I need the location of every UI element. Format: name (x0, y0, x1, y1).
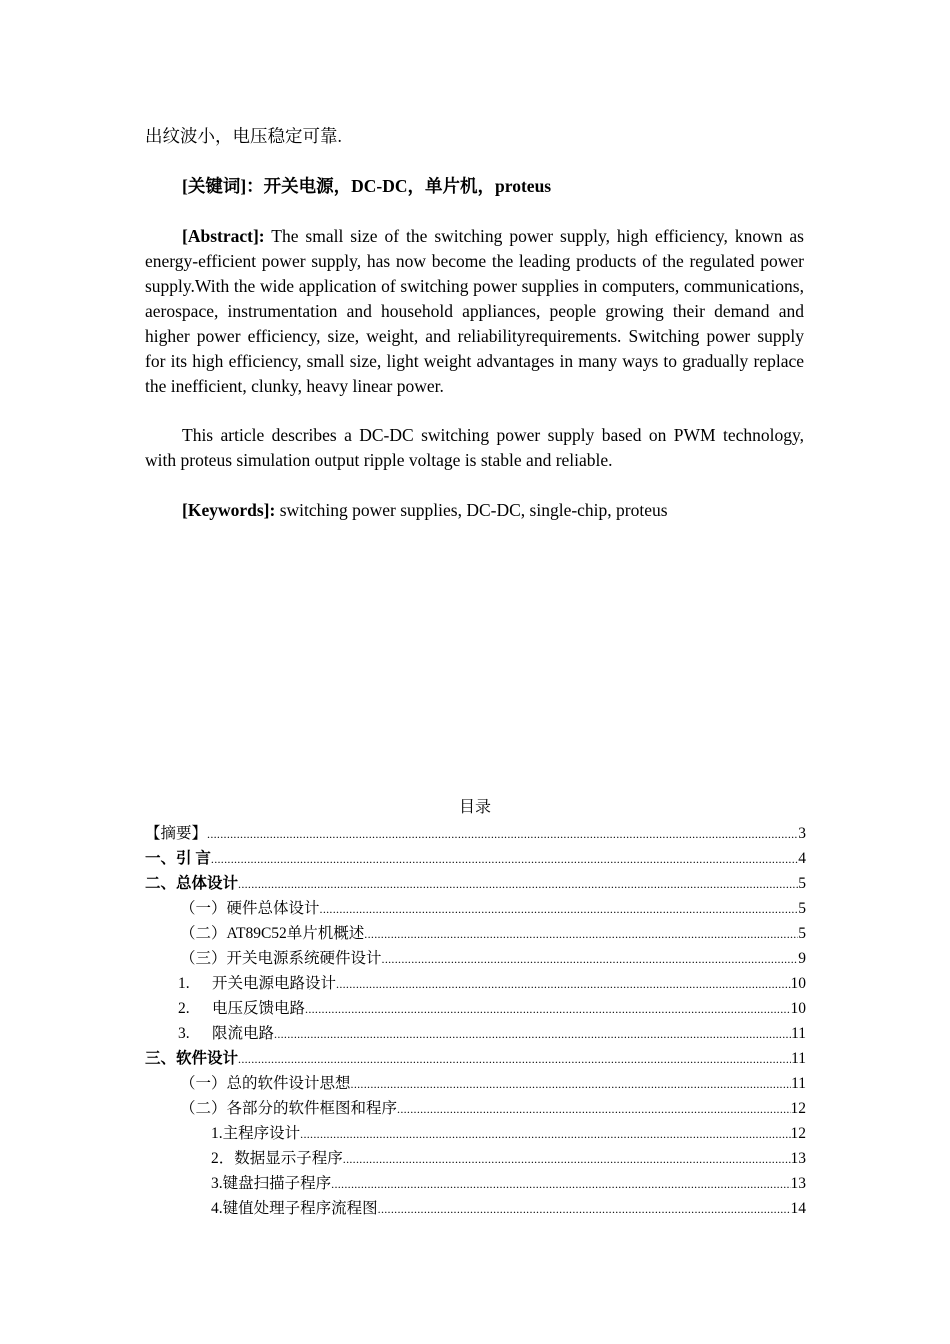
toc-title: 目录 (458, 799, 491, 816)
toc-leader-dots (238, 1047, 791, 1072)
toc-entry-label: 一、引 言 (145, 850, 211, 867)
keywords-cn (145, 174, 804, 199)
toc-entry[interactable] (145, 996, 806, 1021)
keywords-cn-text: 开关电源，DC-DC，单片机，proteus (263, 176, 552, 196)
toc-leader-dots (364, 922, 798, 947)
toc-entry[interactable] (145, 1146, 806, 1171)
keywords-en (145, 498, 804, 523)
toc-leader-dots (238, 872, 798, 897)
toc-entry[interactable] (145, 946, 806, 971)
toc-entry[interactable] (145, 971, 806, 996)
abstract-cn-tail: 出纹波小，电压稳定可靠. (145, 126, 342, 146)
toc-entry-page: 13 (790, 1175, 806, 1192)
toc-entry-page: 5 (798, 925, 806, 942)
toc-entry[interactable] (145, 1171, 806, 1196)
keywords-cn-label: [关键词]： (182, 176, 264, 196)
toc-entry-page: 13 (790, 1150, 806, 1167)
abstract-en-label: [Abstract]: (182, 226, 265, 246)
toc-entry-label: 2．数据显示子程序 (211, 1150, 343, 1167)
toc-entry-label: （三）开关电源系统硬件设计 (180, 950, 382, 967)
toc-entry-label: 限流电路 (212, 1025, 275, 1042)
toc-entry[interactable] (145, 1096, 806, 1121)
toc-entry-page: 11 (791, 1075, 806, 1092)
toc-entry-label: （二）AT89C52单片机概述 (180, 925, 365, 942)
toc-entry-page: 12 (790, 1125, 806, 1142)
toc-entry-number: 3. (178, 1025, 190, 1042)
toc-leader-dots (397, 1097, 790, 1122)
toc-leader-dots (305, 997, 790, 1022)
toc-entry[interactable] (145, 846, 806, 871)
toc-entry-page: 4 (798, 850, 806, 867)
toc-entry[interactable] (145, 896, 806, 921)
toc-leader-dots (211, 847, 798, 872)
toc-entry-label: 开关电源电路设计 (212, 975, 337, 992)
toc-entry[interactable] (145, 1121, 806, 1146)
toc-entry-label: 【摘要】 (145, 825, 208, 842)
toc-entry-label: 电压反馈电路 (212, 1000, 306, 1017)
toc-leader-dots (336, 972, 790, 997)
toc-entry[interactable] (145, 1196, 806, 1221)
abstract-en-paragraph-2: This article describes a DC-DC switching power supply based on PWM technology, with proteus simulation output ripple voltage is stable and reliable. (145, 425, 804, 470)
toc-leader-dots (351, 1072, 792, 1097)
toc-leader-dots (274, 1022, 791, 1047)
toc-leader-dots (207, 822, 798, 847)
toc-leader-dots (343, 1147, 791, 1172)
toc-entry[interactable] (145, 921, 806, 946)
keywords-en-label: [Keywords]: (182, 500, 276, 520)
toc-entry-number: 1. (178, 975, 190, 992)
toc-entry-page: 12 (790, 1100, 806, 1117)
toc-entry[interactable] (145, 1046, 806, 1071)
toc-entry-label: 3.键盘扫描子程序 (211, 1175, 332, 1192)
toc-entry-page: 10 (790, 1000, 806, 1017)
toc-entry[interactable] (145, 871, 806, 896)
toc-entry-label: （一）硬件总体设计 (180, 900, 320, 917)
toc-leader-dots (300, 1122, 790, 1147)
abstract-en-paragraph (145, 224, 804, 399)
toc-leader-dots (378, 1197, 791, 1222)
table-of-contents (145, 821, 806, 1221)
toc-entry-page: 10 (790, 975, 806, 992)
toc-entry[interactable] (145, 1021, 806, 1046)
toc-entry-label: 1.主程序设计 (211, 1125, 301, 1142)
toc-leader-dots (382, 947, 799, 972)
keywords-en-text: switching power supplies, DC-DC, single-chip, proteus (275, 500, 668, 520)
toc-entry-page: 5 (798, 900, 806, 917)
toc-entry-page: 14 (790, 1200, 806, 1217)
abstract-en-text: The small size of the switching power supply, high efficiency, known as energy-efficient power supply, has now become the leading products of the regulated power supply.With the wide application of switching power supplies in computers, communications, aerospace, instrumentation and household appliances, people growing their demand and higher power efficiency, size, weight, and reliabilityrequirements. Switching power supply for its high efficiency, small size, light weight advantages in many ways to gradually replace the inefficient, clunky, heavy linear power. (145, 226, 804, 396)
toc-entry-page: 11 (791, 1050, 806, 1067)
toc-entry-page: 3 (798, 825, 806, 842)
toc-entry-label: 二、总体设计 (145, 875, 239, 892)
toc-entry-page: 11 (791, 1025, 806, 1042)
toc-leader-dots (320, 897, 799, 922)
toc-entry-label: （二）各部分的软件框图和程序 (180, 1100, 398, 1117)
toc-entry[interactable] (145, 1071, 806, 1096)
toc-leader-dots (331, 1172, 790, 1197)
toc-entry-label: 三、软件设计 (145, 1050, 239, 1067)
toc-entry-label: 4.键值处理子程序流程图 (211, 1200, 378, 1217)
toc-entry-page: 9 (798, 950, 806, 967)
toc-entry-label: （一）总的软件设计思想 (180, 1075, 351, 1092)
toc-entry-number: 2. (178, 1000, 190, 1017)
toc-entry[interactable] (145, 821, 806, 846)
toc-entry-page: 5 (798, 875, 806, 892)
